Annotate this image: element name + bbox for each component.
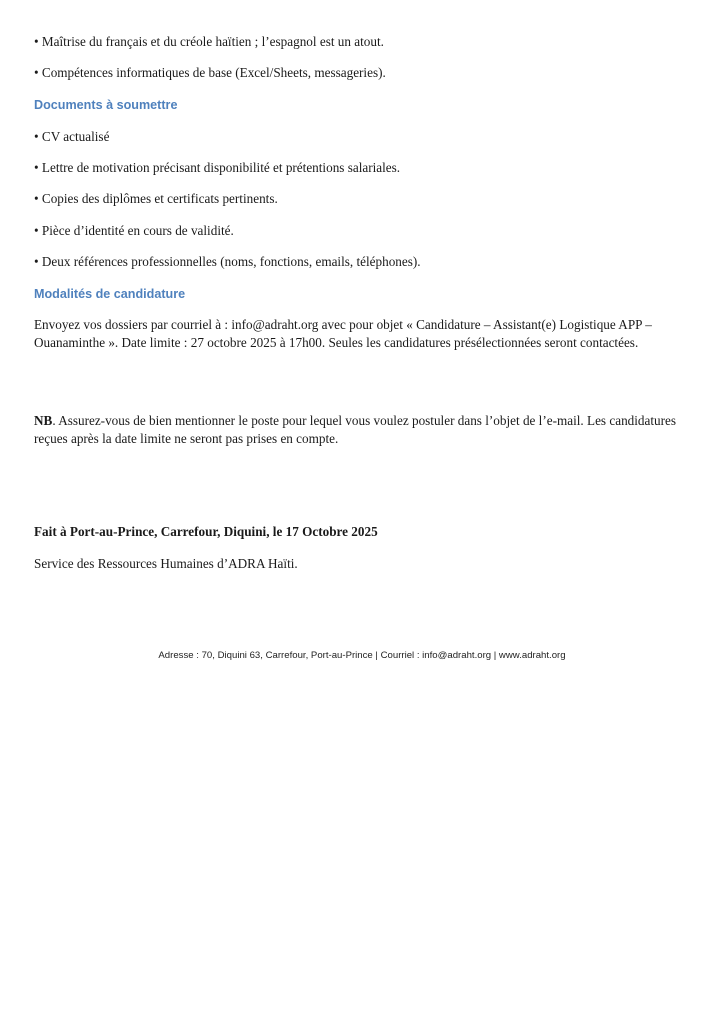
requirement-item: • Compétences informatiques de base (Excel/Sheets, messageries). — [34, 65, 386, 80]
nb-label: NB — [34, 413, 53, 428]
nb-text: . Assurez-vous de bien mentionner le poste pour lequel vous voulez postuler dans l’objet de l’e-mail. Les candidatures reçues après la date limite ne seront pas prises en compte. — [34, 413, 676, 446]
nb-paragraph — [34, 412, 696, 448]
document-item: • Pièce d’identité en cours de validité. — [34, 223, 234, 238]
document-item: • Copies des diplômes et certificats pertinents. — [34, 191, 278, 206]
requirement-item: • Maîtrise du français et du créole haïtien ; l’espagnol est un atout. — [34, 34, 384, 49]
modalites-paragraph: Envoyez vos dossiers par courriel à : info@adraht.org avec pour objet « Candidature – Assistant(e) Logistique APP – Ouanaminthe ». Date limite : 27 octobre 2025 à 17h00. Seules les candidatures présélectionnées seront contactées. — [34, 317, 652, 350]
signature-place-date: Fait à Port-au-Prince, Carrefour, Diquini, le 17 Octobre 2025 — [34, 524, 378, 539]
documents-heading: Documents à soumettre — [34, 98, 178, 112]
page-footer: Adresse : 70, Diquini 63, Carrefour, Port-au-Prince | Courriel : info@adraht.org | www.adraht.org — [158, 650, 566, 661]
modalites-heading: Modalités de candidature — [34, 287, 186, 301]
document-item: • Deux références professionnelles (noms, fonctions, emails, téléphones). — [34, 254, 421, 269]
signature-service: Service des Ressources Humaines d’ADRA Haïti. — [34, 556, 298, 571]
document-item: • Lettre de motivation précisant disponibilité et prétentions salariales. — [34, 160, 401, 175]
document-item: • CV actualisé — [34, 129, 110, 144]
